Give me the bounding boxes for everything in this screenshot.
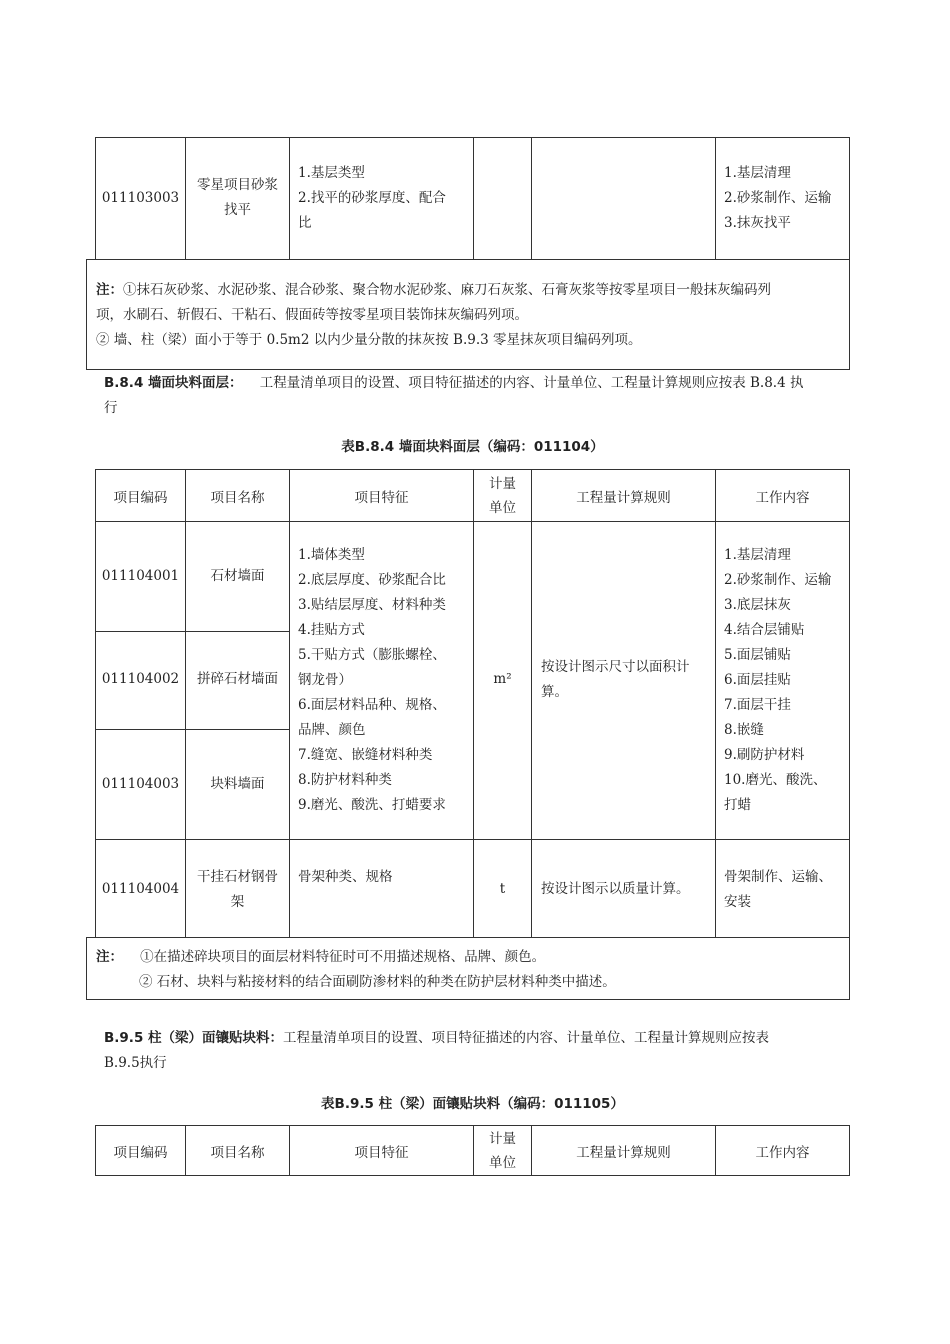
section-title: B.8.4 墙面块料面层： xyxy=(104,375,243,391)
header-name: 项目名称 xyxy=(185,1125,290,1176)
merged-unit: m² xyxy=(493,671,512,687)
table-caption: 表B.9.5 柱（梁）面镶贴块料（编码：011105） xyxy=(321,1096,624,1112)
row-code: 011104004 xyxy=(101,881,180,897)
section-desc-cont: 行 xyxy=(104,400,118,416)
row-code: 011104001 xyxy=(101,568,180,584)
item-code: 011103003 xyxy=(101,190,180,206)
section-b84-heading xyxy=(104,371,854,421)
item-work: 1.基层清理 2.砂浆制作、运输 3.抹灰找平 xyxy=(724,165,832,231)
section-desc: 工程量清单项目的设置、项目特征描述的内容、计量单位、工程量计算规则应按表 B.8.4 执 xyxy=(259,375,804,391)
row-code: 011104002 xyxy=(101,671,180,687)
row-name: 干挂石材钢骨 架 xyxy=(197,869,278,910)
section-desc-cont: B.9.5执行 xyxy=(104,1055,167,1071)
table-cell xyxy=(473,137,532,260)
header-code: 项目编码 xyxy=(95,1125,186,1176)
merged-features: 1.墙体类型 2.底层厚度、砂浆配合比 3.贴结层厚度、材料种类 4.挂贴方式 5.干贴方式（膨胀螺栓、 钢龙骨） 6.面层材料品种、规格、 品牌、颜色 7.缝宽、嵌缝材料种类 8.防护材料种类 9.磨光、酸洗、打蜡要求 xyxy=(298,547,446,813)
note-text xyxy=(96,278,846,353)
section-desc: 工程量清单项目的设置、项目特征描述的内容、计量单位、工程量计算规则应按表 xyxy=(283,1030,770,1046)
header-work: 工作内容 xyxy=(715,469,850,522)
note-text xyxy=(96,945,846,995)
header-code: 项目编码 xyxy=(95,469,186,522)
row-rule: 按设计图示以质量计算。 xyxy=(541,881,690,897)
row-work: 骨架制作、运输、 安装 xyxy=(724,869,832,910)
note-line-1b: 项，水刷石、斩假石、干粘石、假面砖等按零星项目装饰抹灰编码列项。 xyxy=(96,307,528,323)
merged-work: 1.基层清理 2.砂浆制作、运输 3.底层抹灰 4.结合层铺贴 5.面层铺贴 6.面层挂贴 7.面层干挂 8.嵌缝 9.刷防护材料 10.磨光、酸洗、 打蜡 xyxy=(724,547,832,813)
section-b95-heading xyxy=(104,1026,854,1076)
header-features: 项目特征 xyxy=(289,1125,474,1176)
item-features: 1.基层类型 2.找平的砂浆厚度、配合 比 xyxy=(298,165,446,231)
item-name: 零星项目砂浆 找平 xyxy=(197,177,278,218)
note-line-2: ② 石材、块料与粘接材料的结合面刷防渗材料的种类在防护层材料种类中描述。 xyxy=(139,974,616,990)
header-work: 工作内容 xyxy=(715,1125,850,1176)
header-unit: 计量 单位 xyxy=(473,469,532,522)
row-name: 拼碎石材墙面 xyxy=(197,671,278,687)
note-line-2: ② 墙、柱（梁）面小于等于 0.5m2 以内少量分散的抹灰按 B.9.3 零星抹灰项目编码列项。 xyxy=(96,332,642,348)
note-label: 注： xyxy=(96,949,123,965)
table-cell xyxy=(531,137,716,260)
header-name: 项目名称 xyxy=(185,469,290,522)
section-title: B.9.5 柱（梁）面镶贴块料： xyxy=(104,1030,284,1046)
row-code: 011104003 xyxy=(101,776,180,792)
row-name: 块料墙面 xyxy=(210,776,265,792)
table-caption: 表B.8.4 墙面块料面层（编码：011104） xyxy=(341,439,604,455)
note-label: 注： xyxy=(96,282,123,298)
merged-rule: 按设计图示尺寸以面积计 算。 xyxy=(541,659,690,700)
header-rule: 工程量计算规则 xyxy=(531,1125,716,1176)
note-line-1: ①抹石灰砂浆、水泥砂浆、混合砂浆、聚合物水泥砂浆、麻刀石灰浆、石膏灰浆等按零星项目一般抹灰编码列 xyxy=(123,282,771,298)
row-features: 骨架种类、规格 xyxy=(298,869,393,885)
header-rule: 工程量计算规则 xyxy=(531,469,716,522)
header-unit: 计量 单位 xyxy=(473,1125,532,1176)
header-features: 项目特征 xyxy=(289,469,474,522)
row-name: 石材墙面 xyxy=(210,568,265,584)
row-unit: t xyxy=(499,881,506,897)
note-line-1: ①在描述碎块项目的面层材料特征时可不用描述规格、品牌、颜色。 xyxy=(140,949,546,965)
